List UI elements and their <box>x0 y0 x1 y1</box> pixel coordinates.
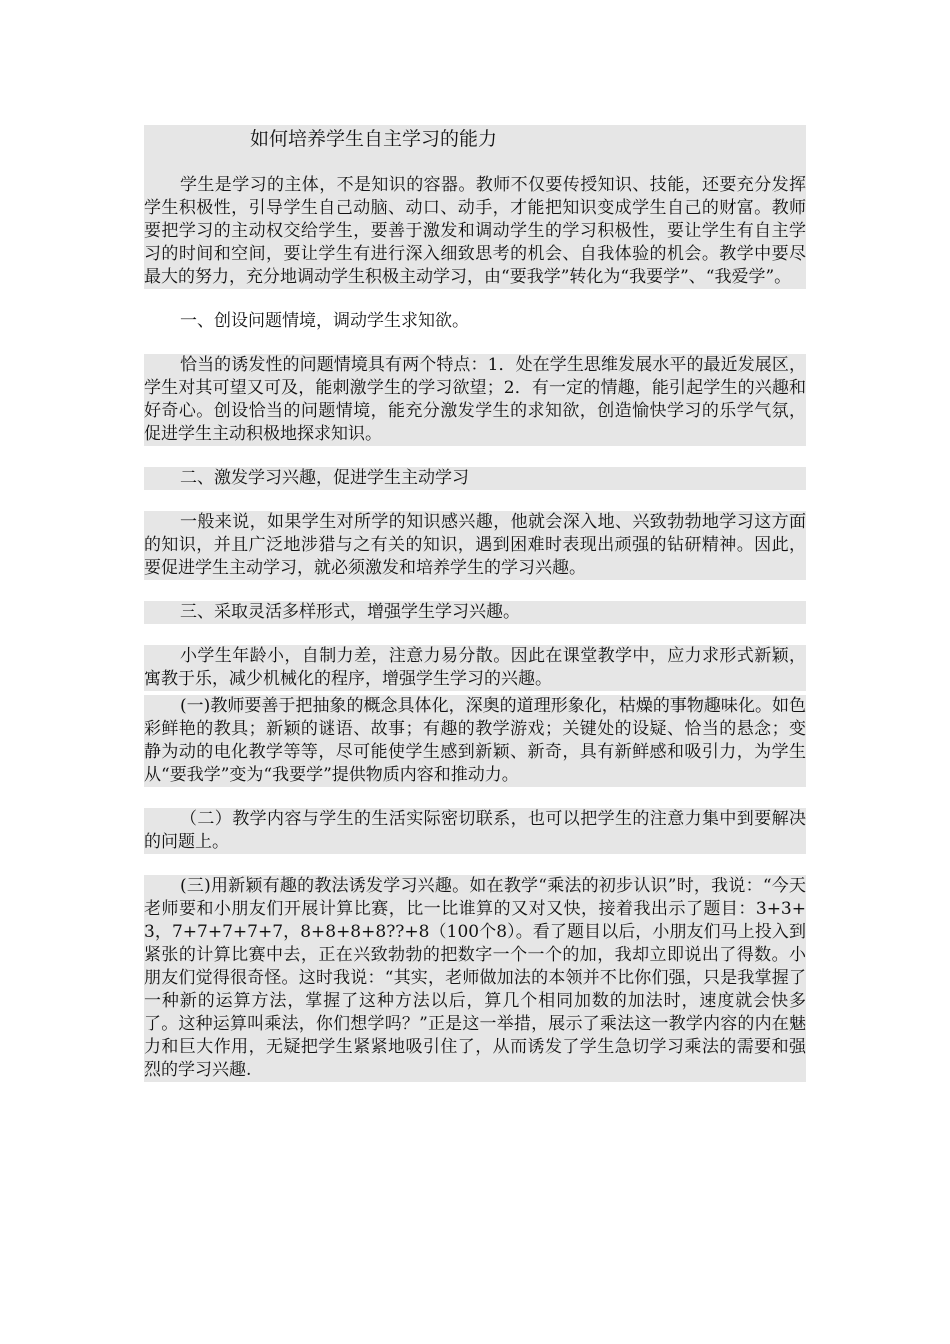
paragraph-problem-situation: 恰当的诱发性的问题情境具有两个特点：1．处在学生思维发展水平的最近发展区，学生对其可望又可及，能刺激学生的学习欲望；2．有一定的情趣，能引起学生的兴趣和好奇心。创设恰当的问题情境，能充分激发学生的求知欲，创造愉快学习的乐学气氛，促进学生主动积极地探求知识。 <box>144 355 806 444</box>
spacer <box>144 787 806 808</box>
document-title: 如何培养学生自主学习的能力 <box>144 125 806 153</box>
section-heading-2: 二、激发学习兴趣，促进学生主动学习 <box>144 467 806 490</box>
paragraph-point-one: (一)教师要善于把抽象的概念具体化，深奥的道理形象化，枯燥的事物趣味化。如色彩鲜艳的教具；新颖的谜语、故事；有趣的教学游戏；关键处的设疑、恰当的悬念；变静为动的电化教学等等，尽可能使学生感到新颖、新奇，具有新鲜感和吸引力，为学生从“要我学”变为“我要学”提供物质内容和推动力。 <box>144 696 806 785</box>
paragraph-interest: 一般来说，如果学生对所学的知识感兴趣，他就会深入地、兴致勃勃地学习这方面的知识，并且广泛地涉猎与之有关的知识，遇到困难时表现出顽强的钻研精神。因此，要促进学生主动学习，就必须激发和培养学生的学习兴趣。 <box>144 512 806 578</box>
paragraph-point-two: （二）教学内容与学生的生活实际密切联系，也可以把学生的注意力集中到要解决的问题上。 <box>144 809 806 852</box>
section-heading-3: 三、采取灵活多样形式，增强学生学习兴趣。 <box>144 601 806 624</box>
spacer <box>144 446 806 467</box>
paragraph-young-students: 小学生年龄小，自制力差，注意力易分散。因此在课堂教学中，应力求形式新颖，寓教于乐，减少机械化的程序，增强学生学习的兴趣。 <box>144 646 806 689</box>
paragraph-intro: 学生是学习的主体，不是知识的容器。教师不仅要传授知识、技能，还要充分发挥学生积极性，引导学生自己动脑、动口、动手，才能把知识变成学生自己的财富。教师要把学习的主动权交给学生，要善于激发和调动学生的学习积极性，要让学生有自主学习的时间和空间，要让学生有进行深入细致思考的机会、自我体验的机会。教学中要尽最大的努力，充分地调动学生积极主动学习，由“要我学”转化为“我要学”、“我爱学”。 <box>144 175 806 287</box>
spacer <box>144 153 806 174</box>
spacer <box>144 580 806 601</box>
document-body <box>144 125 806 1082</box>
spacer <box>144 289 806 310</box>
spacer <box>144 333 806 354</box>
paragraph-point-three: (三)用新颖有趣的教法诱发学习兴趣。如在教学“乘法的初步认识”时，我说：“今天老师要和小朋友们开展计算比赛，比一比谁算的又对又快，接着我出示了题目：3+3+3，7+7+7+7+7，8+8+8+8??+8（100个8）。看了题目以后，小朋友们马上投入到紧张的计算比赛中去，正在兴致勃勃的把数字一个一个的加，我却立即说出了得数。小朋友们觉得很奇怪。这时我说：“其实，老师做加法的本领并不比你们强，只是我掌握了一种新的运算方法，掌握了这种方法以后，算几个相同加数的加法时，速度就会快多了。这种运算叫乘法，你们想学吗？”正是这一举措，展示了乘法这一教学内容的内在魅力和巨大作用，无疑把学生紧紧地吸引住了，从而诱发了学生急切学习乘法的需要和强烈的学习兴趣. <box>144 876 806 1080</box>
spacer <box>144 624 806 645</box>
spacer <box>144 854 806 875</box>
section-heading-1: 一、创设问题情境，调动学生求知欲。 <box>180 311 469 331</box>
spacer <box>144 490 806 511</box>
